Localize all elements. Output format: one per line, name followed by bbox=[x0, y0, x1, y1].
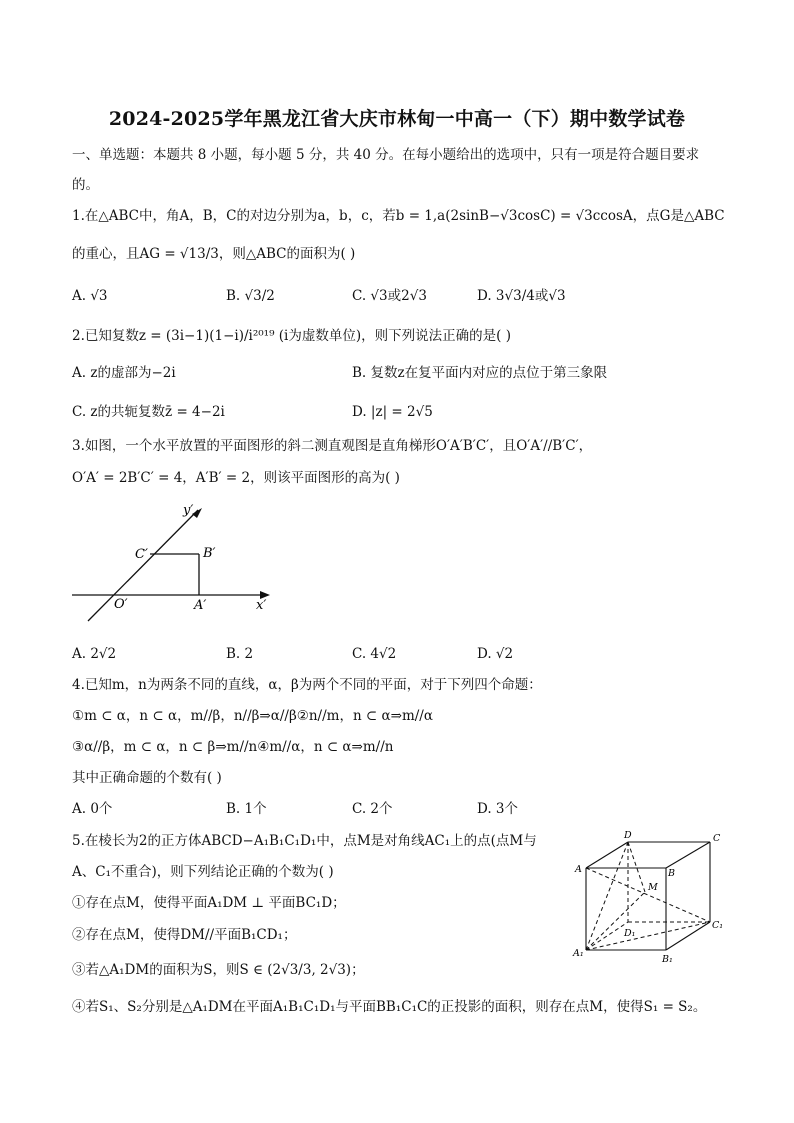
q3-option-c[interactable]: C. 4√2 bbox=[352, 646, 397, 662]
q1-option-c[interactable]: C. √3或2√3 bbox=[352, 288, 427, 304]
q3-stem-line1: 3.如图，一个水平放置的平面图形的斜二测直观图是直角梯形O′A′B′C′，且O′A′//B′C′， bbox=[72, 438, 593, 454]
edge-b1c1 bbox=[666, 922, 710, 950]
q2-stem: 2.已知复数z = (3i−1)(1−i)/i²⁰¹⁹ (i为虚数单位)，则下列说法正确的是( ) bbox=[72, 328, 511, 344]
q1-stem-line1: 1.在△ABC中，角A，B，C的对边分别为a，b，c，若b = 1,a(2sinB−√3cosC) = √3ccosA，点G是△ABC bbox=[72, 208, 725, 224]
y-axis bbox=[88, 510, 198, 621]
q5-statement-1: ①存在点M，使得平面A₁DM ⊥ 平面BC₁D； bbox=[72, 895, 346, 911]
q4-option-b[interactable]: B. 1个 bbox=[226, 801, 267, 817]
point-a-label: A′ bbox=[194, 598, 207, 613]
point-m-label: M bbox=[648, 882, 658, 893]
y-axis-arrowhead bbox=[192, 508, 202, 518]
x-axis-label: x′ bbox=[256, 598, 267, 613]
exam-title: 2024-2025学年黑龙江省大庆市林甸一中高一（下）期中数学试卷 bbox=[108, 108, 686, 130]
diagonal-ac1 bbox=[586, 868, 710, 922]
q5-statement-4: ④若S₁、S₂分别是△A₁DM在平面A₁B₁C₁D₁与平面BB₁C₁C的正投影的面积，则存在点M，使得S₁ = S₂。 bbox=[72, 999, 707, 1015]
q3-option-d[interactable]: D. √2 bbox=[477, 646, 514, 662]
q5-stem-line1: 5.在棱长为2的正方体ABCD−A₁B₁C₁D₁中，点M是对角线AC₁上的点(点M与 bbox=[72, 833, 537, 849]
q1-option-b[interactable]: B. √3/2 bbox=[226, 288, 275, 304]
q4-stem-line4: 其中正确命题的个数有( ) bbox=[72, 770, 222, 786]
section-heading-line1: 一、单选题：本题共 8 小题，每小题 5 分，共 40 分。在每小题给出的选项中，只有一项是符合题目要求 bbox=[72, 147, 700, 163]
segment-a1c1 bbox=[586, 922, 710, 950]
q4-option-a[interactable]: A. 0个 bbox=[72, 801, 113, 817]
q3-option-a[interactable]: A. 2√2 bbox=[72, 646, 117, 662]
q1-option-a[interactable]: A. √3 bbox=[72, 288, 108, 304]
q4-stem-line3: ③α//β，m ⊂ α，n ⊂ β⇒m//n④m//α，n ⊂ α⇒m//n bbox=[72, 739, 394, 755]
vertex-a1-label: A₁ bbox=[573, 948, 584, 959]
q5-statement-2: ②存在点M，使得DM//平面B₁CD₁； bbox=[72, 927, 297, 943]
segment-a1m bbox=[586, 892, 645, 950]
edge-bc bbox=[666, 842, 710, 868]
point-o-label: O′ bbox=[114, 597, 128, 612]
q5-statement-3: ③若△A₁DM的面积为S，则S ∈ (2√3/3, 2√3)； bbox=[72, 962, 365, 978]
edge-ad bbox=[586, 842, 628, 868]
vertex-d1-label: D₁ bbox=[624, 928, 636, 939]
q4-stem-line1: 4.已知m，n为两条不同的直线，α，β为两个不同的平面，对于下列四个命题： bbox=[72, 677, 542, 693]
point-b-label: B′ bbox=[203, 546, 216, 561]
q2-option-d[interactable]: D. |z| = 2√5 bbox=[352, 404, 433, 420]
vertex-d-label: D bbox=[624, 830, 632, 841]
q3-option-b[interactable]: B. 2 bbox=[226, 646, 254, 662]
q4-option-c[interactable]: C. 2个 bbox=[352, 801, 393, 817]
q5-stem-line2: A、C₁不重合)，则下列结论正确的个数为( ) bbox=[72, 864, 334, 880]
q3-figure bbox=[60, 496, 290, 626]
q4-stem-line2: ①m ⊂ α，n ⊂ α，m//β，n//β⇒α//β②n//m，n ⊂ α⇒m//α bbox=[72, 708, 433, 724]
q2-option-c[interactable]: C. z的共轭复数z̄ = 4−2i bbox=[72, 404, 225, 420]
q1-option-d[interactable]: D. 3√3/4或√3 bbox=[477, 288, 566, 304]
segment-dm bbox=[628, 842, 645, 892]
q2-option-b[interactable]: B. 复数z在复平面内对应的点位于第三象限 bbox=[352, 365, 608, 381]
q1-stem-line2: 的重心，且AG = √13/3，则△ABC的面积为( ) bbox=[72, 246, 356, 262]
section-heading-line2: 的。 bbox=[72, 177, 99, 193]
hidden-edge-a1d1 bbox=[586, 922, 628, 950]
q2-option-a[interactable]: A. z的虚部为−2i bbox=[72, 365, 176, 381]
vertex-a-label: A bbox=[575, 864, 582, 875]
vertex-b1-label: B₁ bbox=[662, 954, 673, 965]
q3-stem-line2: O′A′ = 2B′C′ = 4，A′B′ = 2，则该平面图形的高为( ) bbox=[72, 470, 400, 486]
q5-cube-figure bbox=[572, 826, 732, 966]
segment-a1d bbox=[586, 842, 628, 950]
vertex-c1-label: C₁ bbox=[712, 920, 724, 931]
point-c-label: C′ bbox=[135, 547, 148, 562]
vertex-c-label: C bbox=[713, 833, 721, 844]
vertex-b-label: B bbox=[668, 868, 675, 879]
q4-option-d[interactable]: D. 3个 bbox=[477, 801, 519, 817]
y-axis-label: y′ bbox=[183, 503, 194, 518]
